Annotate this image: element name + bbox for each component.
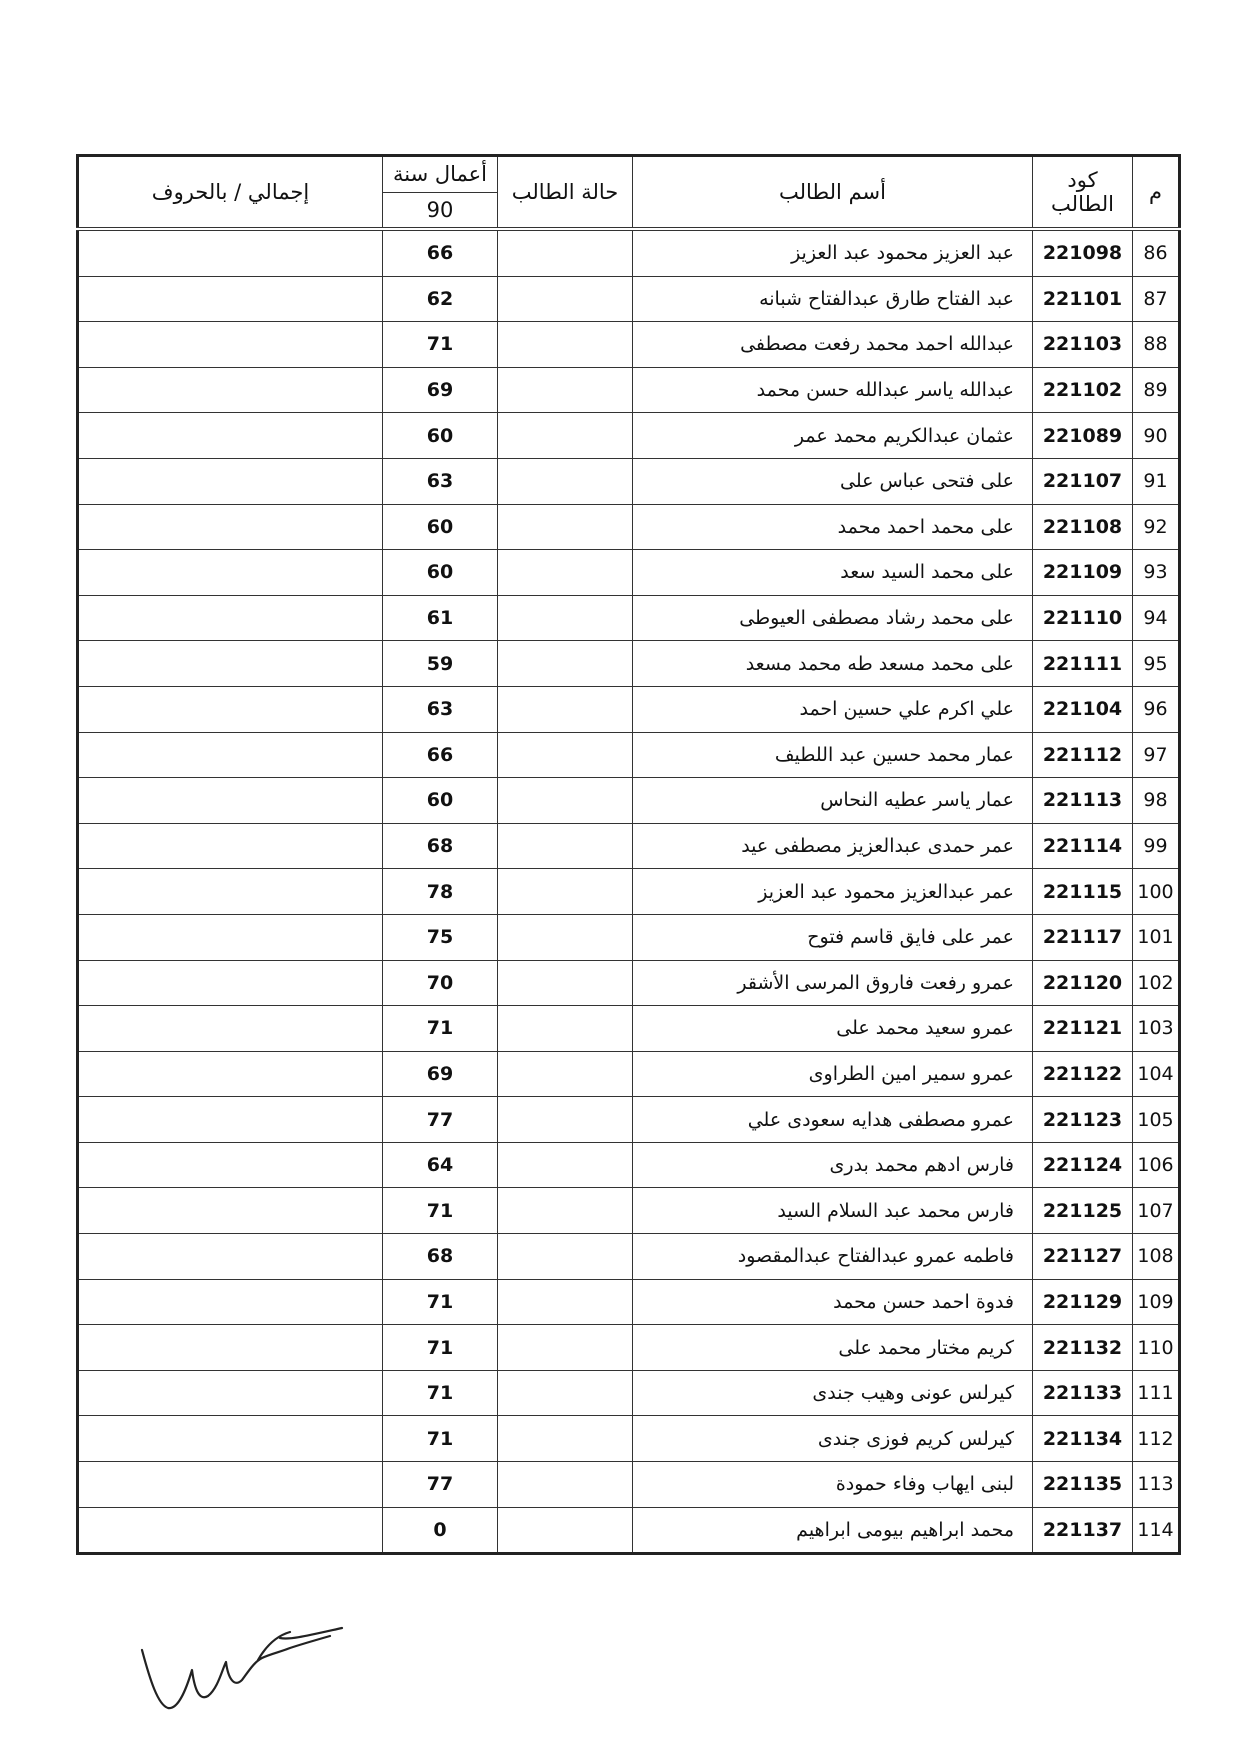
total-in-words-cell xyxy=(78,1370,383,1416)
student-status-cell xyxy=(498,869,633,915)
student-status-cell xyxy=(498,1188,633,1234)
year-work-score-cell: 63 xyxy=(383,458,498,504)
year-work-score-cell: 68 xyxy=(383,823,498,869)
header-row xyxy=(78,156,1180,230)
total-in-words-cell xyxy=(78,504,383,550)
student-name-cell: عبد الفتاح طارق عبدالفتاح شبانه xyxy=(633,276,1033,322)
student-name-cell: عمرو سعيد محمد على xyxy=(633,1006,1033,1052)
student-code-cell: 221135 xyxy=(1033,1462,1133,1508)
student-code-cell: 221110 xyxy=(1033,595,1133,641)
header-year-work-max: 90 xyxy=(426,197,454,222)
header-student-status: حالة الطالب xyxy=(498,156,633,230)
table-row xyxy=(78,1051,1180,1097)
student-code-cell: 221102 xyxy=(1033,367,1133,413)
signature-icon xyxy=(130,1610,360,1720)
total-in-words-cell xyxy=(78,778,383,824)
student-name-cell: عمر على فايق قاسم فتوح xyxy=(633,914,1033,960)
table-row xyxy=(78,1188,1180,1234)
table-row xyxy=(78,1325,1180,1371)
serial-cell: 98 xyxy=(1133,778,1180,824)
student-name-cell: فارس محمد عبد السلام السيد xyxy=(633,1188,1033,1234)
total-in-words-cell xyxy=(78,458,383,504)
student-code-cell: 221098 xyxy=(1033,229,1133,276)
serial-cell: 86 xyxy=(1133,229,1180,276)
table-row xyxy=(78,732,1180,778)
year-work-score-cell: 77 xyxy=(383,1462,498,1508)
total-in-words-cell xyxy=(78,823,383,869)
student-status-cell xyxy=(498,1462,633,1508)
serial-cell: 92 xyxy=(1133,504,1180,550)
header-total-in-words: إجمالي / بالحروف xyxy=(78,156,383,230)
year-work-score-cell: 71 xyxy=(383,1370,498,1416)
header-student-name: أسم الطالب xyxy=(633,156,1033,230)
student-status-cell xyxy=(498,641,633,687)
header-year-work-label: أعمال سنة xyxy=(383,157,497,193)
total-in-words-cell xyxy=(78,595,383,641)
student-code-cell: 221125 xyxy=(1033,1188,1133,1234)
student-name-cell: عمرو رفعت فاروق المرسى الأشقر xyxy=(633,960,1033,1006)
year-work-score-cell: 78 xyxy=(383,869,498,915)
year-work-score-cell: 77 xyxy=(383,1097,498,1143)
serial-cell: 96 xyxy=(1133,686,1180,732)
total-in-words-cell xyxy=(78,869,383,915)
total-in-words-cell xyxy=(78,732,383,778)
serial-cell: 99 xyxy=(1133,823,1180,869)
table-row xyxy=(78,1097,1180,1143)
table-body xyxy=(78,229,1180,1554)
serial-cell: 94 xyxy=(1133,595,1180,641)
student-name-cell: على فتحى عباس على xyxy=(633,458,1033,504)
student-status-cell xyxy=(498,1325,633,1371)
student-code-cell: 221127 xyxy=(1033,1234,1133,1280)
table-row xyxy=(78,1370,1180,1416)
student-code-cell: 221134 xyxy=(1033,1416,1133,1462)
student-code-cell: 221124 xyxy=(1033,1142,1133,1188)
student-name-cell: عبد العزيز محمود عبد العزيز xyxy=(633,229,1033,276)
header-serial: م xyxy=(1133,156,1180,230)
student-status-cell xyxy=(498,504,633,550)
year-work-score-cell: 61 xyxy=(383,595,498,641)
serial-cell: 100 xyxy=(1133,869,1180,915)
student-code-cell: 221107 xyxy=(1033,458,1133,504)
student-status-cell xyxy=(498,914,633,960)
student-code-cell: 221114 xyxy=(1033,823,1133,869)
total-in-words-cell xyxy=(78,229,383,276)
student-name-cell: محمد ابراهيم بيومى ابراهيم xyxy=(633,1507,1033,1554)
serial-cell: 93 xyxy=(1133,550,1180,596)
student-name-cell: فدوة احمد حسن محمد xyxy=(633,1279,1033,1325)
year-work-score-cell: 75 xyxy=(383,914,498,960)
student-name-cell: عثمان عبدالكريم محمد عمر xyxy=(633,413,1033,459)
student-status-cell xyxy=(498,778,633,824)
serial-cell: 90 xyxy=(1133,413,1180,459)
student-code-cell: 221109 xyxy=(1033,550,1133,596)
table-row xyxy=(78,413,1180,459)
student-status-cell xyxy=(498,1006,633,1052)
serial-cell: 113 xyxy=(1133,1462,1180,1508)
serial-cell: 103 xyxy=(1133,1006,1180,1052)
student-name-cell: على محمد احمد محمد xyxy=(633,504,1033,550)
table-row xyxy=(78,1142,1180,1188)
table-row xyxy=(78,504,1180,550)
year-work-score-cell: 66 xyxy=(383,732,498,778)
student-code-cell: 221108 xyxy=(1033,504,1133,550)
student-name-cell: كيرلس كريم فوزى جندى xyxy=(633,1416,1033,1462)
table-row xyxy=(78,322,1180,368)
student-status-cell xyxy=(498,1234,633,1280)
header-year-work xyxy=(383,156,498,230)
year-work-score-cell: 71 xyxy=(383,1188,498,1234)
student-code-cell: 221137 xyxy=(1033,1507,1133,1554)
student-code-cell: 221104 xyxy=(1033,686,1133,732)
serial-cell: 101 xyxy=(1133,914,1180,960)
table-row xyxy=(78,1234,1180,1280)
year-work-score-cell: 71 xyxy=(383,1416,498,1462)
student-code-cell: 221101 xyxy=(1033,276,1133,322)
serial-cell: 109 xyxy=(1133,1279,1180,1325)
total-in-words-cell xyxy=(78,686,383,732)
total-in-words-cell xyxy=(78,914,383,960)
student-status-cell xyxy=(498,823,633,869)
year-work-score-cell: 62 xyxy=(383,276,498,322)
total-in-words-cell xyxy=(78,1416,383,1462)
total-in-words-cell xyxy=(78,1097,383,1143)
student-name-cell: علي اكرم علي حسين احمد xyxy=(633,686,1033,732)
student-status-cell xyxy=(498,1142,633,1188)
student-name-cell: فارس ادهم محمد بدرى xyxy=(633,1142,1033,1188)
table-row xyxy=(78,1279,1180,1325)
student-code-cell: 221103 xyxy=(1033,322,1133,368)
student-code-cell: 221113 xyxy=(1033,778,1133,824)
year-work-score-cell: 69 xyxy=(383,367,498,413)
total-in-words-cell xyxy=(78,550,383,596)
student-status-cell xyxy=(498,1279,633,1325)
serial-cell: 89 xyxy=(1133,367,1180,413)
student-name-cell: عمر حمدى عبدالعزيز مصطفى عيد xyxy=(633,823,1033,869)
student-code-cell: 221089 xyxy=(1033,413,1133,459)
student-name-cell: عمار ياسر عطيه النحاس xyxy=(633,778,1033,824)
serial-cell: 110 xyxy=(1133,1325,1180,1371)
table-row xyxy=(78,595,1180,641)
year-work-score-cell: 63 xyxy=(383,686,498,732)
student-name-cell: كريم مختار محمد على xyxy=(633,1325,1033,1371)
serial-cell: 91 xyxy=(1133,458,1180,504)
student-code-cell: 221129 xyxy=(1033,1279,1133,1325)
total-in-words-cell xyxy=(78,322,383,368)
student-status-cell xyxy=(498,1507,633,1554)
student-status-cell xyxy=(498,1097,633,1143)
grades-table xyxy=(76,154,1181,1555)
year-work-score-cell: 70 xyxy=(383,960,498,1006)
serial-cell: 95 xyxy=(1133,641,1180,687)
serial-cell: 111 xyxy=(1133,1370,1180,1416)
header-student-code: كود الطالب xyxy=(1033,156,1133,230)
table-row xyxy=(78,869,1180,915)
year-work-score-cell: 60 xyxy=(383,778,498,824)
total-in-words-cell xyxy=(78,276,383,322)
table-row xyxy=(78,823,1180,869)
student-status-cell xyxy=(498,413,633,459)
student-code-cell: 221111 xyxy=(1033,641,1133,687)
year-work-score-cell: 71 xyxy=(383,1006,498,1052)
total-in-words-cell xyxy=(78,1006,383,1052)
student-code-cell: 221123 xyxy=(1033,1097,1133,1143)
student-status-cell xyxy=(498,322,633,368)
total-in-words-cell xyxy=(78,1142,383,1188)
student-code-cell: 221117 xyxy=(1033,914,1133,960)
year-work-score-cell: 71 xyxy=(383,322,498,368)
serial-cell: 104 xyxy=(1133,1051,1180,1097)
table-row xyxy=(78,1416,1180,1462)
year-work-score-cell: 60 xyxy=(383,550,498,596)
table-row xyxy=(78,367,1180,413)
student-status-cell xyxy=(498,276,633,322)
year-work-score-cell: 59 xyxy=(383,641,498,687)
table-row xyxy=(78,276,1180,322)
year-work-score-cell: 68 xyxy=(383,1234,498,1280)
table-row xyxy=(78,686,1180,732)
student-name-cell: على محمد السيد سعد xyxy=(633,550,1033,596)
serial-cell: 87 xyxy=(1133,276,1180,322)
student-status-cell xyxy=(498,229,633,276)
student-status-cell xyxy=(498,1051,633,1097)
total-in-words-cell xyxy=(78,1462,383,1508)
total-in-words-cell xyxy=(78,1325,383,1371)
year-work-score-cell: 64 xyxy=(383,1142,498,1188)
student-status-cell xyxy=(498,595,633,641)
table-row xyxy=(78,914,1180,960)
student-code-cell: 221121 xyxy=(1033,1006,1133,1052)
year-work-score-cell: 60 xyxy=(383,413,498,459)
student-name-cell: فاطمه عمرو عبدالفتاح عبدالمقصود xyxy=(633,1234,1033,1280)
student-status-cell xyxy=(498,686,633,732)
student-name-cell: على محمد مسعد طه محمد مسعد xyxy=(633,641,1033,687)
table-row xyxy=(78,778,1180,824)
serial-cell: 88 xyxy=(1133,322,1180,368)
serial-cell: 106 xyxy=(1133,1142,1180,1188)
student-name-cell: عبدالله احمد محمد رفعت مصطفى xyxy=(633,322,1033,368)
table-row xyxy=(78,960,1180,1006)
year-work-score-cell: 69 xyxy=(383,1051,498,1097)
serial-cell: 114 xyxy=(1133,1507,1180,1554)
year-work-score-cell: 66 xyxy=(383,229,498,276)
serial-cell: 108 xyxy=(1133,1234,1180,1280)
student-status-cell xyxy=(498,1416,633,1462)
student-name-cell: على محمد رشاد مصطفى العيوطى xyxy=(633,595,1033,641)
year-work-score-cell: 60 xyxy=(383,504,498,550)
student-code-cell: 221112 xyxy=(1033,732,1133,778)
student-status-cell xyxy=(498,458,633,504)
student-status-cell xyxy=(498,1370,633,1416)
total-in-words-cell xyxy=(78,1188,383,1234)
table-row xyxy=(78,641,1180,687)
table-row xyxy=(78,1006,1180,1052)
serial-cell: 112 xyxy=(1133,1416,1180,1462)
serial-cell: 105 xyxy=(1133,1097,1180,1143)
student-status-cell xyxy=(498,550,633,596)
student-name-cell: عمار محمد حسين عبد اللطيف xyxy=(633,732,1033,778)
table-row xyxy=(78,1462,1180,1508)
student-code-cell: 221115 xyxy=(1033,869,1133,915)
total-in-words-cell xyxy=(78,1234,383,1280)
student-code-cell: 221120 xyxy=(1033,960,1133,1006)
total-in-words-cell xyxy=(78,367,383,413)
total-in-words-cell xyxy=(78,1507,383,1554)
table-row xyxy=(78,229,1180,276)
total-in-words-cell xyxy=(78,641,383,687)
year-work-score-cell: 71 xyxy=(383,1325,498,1371)
total-in-words-cell xyxy=(78,1279,383,1325)
student-code-cell: 221122 xyxy=(1033,1051,1133,1097)
serial-cell: 102 xyxy=(1133,960,1180,1006)
student-name-cell: لبنى ايهاب وفاء حمودة xyxy=(633,1462,1033,1508)
total-in-words-cell xyxy=(78,960,383,1006)
serial-cell: 97 xyxy=(1133,732,1180,778)
table-row xyxy=(78,458,1180,504)
student-status-cell xyxy=(498,732,633,778)
serial-cell: 107 xyxy=(1133,1188,1180,1234)
student-name-cell: عمرو مصطفى هدايه سعودى علي xyxy=(633,1097,1033,1143)
student-name-cell: عمر عبدالعزيز محمود عبد العزيز xyxy=(633,869,1033,915)
total-in-words-cell xyxy=(78,1051,383,1097)
total-in-words-cell xyxy=(78,413,383,459)
student-name-cell: كيرلس عونى وهيب جندى xyxy=(633,1370,1033,1416)
table-row xyxy=(78,550,1180,596)
table-row xyxy=(78,1507,1180,1554)
student-status-cell xyxy=(498,367,633,413)
year-work-score-cell: 71 xyxy=(383,1279,498,1325)
student-code-cell: 221132 xyxy=(1033,1325,1133,1371)
student-name-cell: عمرو سمير امين الطراوى xyxy=(633,1051,1033,1097)
student-status-cell xyxy=(498,960,633,1006)
student-code-cell: 221133 xyxy=(1033,1370,1133,1416)
year-work-score-cell: 0 xyxy=(383,1507,498,1554)
student-name-cell: عبدالله ياسر عبدالله حسن محمد xyxy=(633,367,1033,413)
